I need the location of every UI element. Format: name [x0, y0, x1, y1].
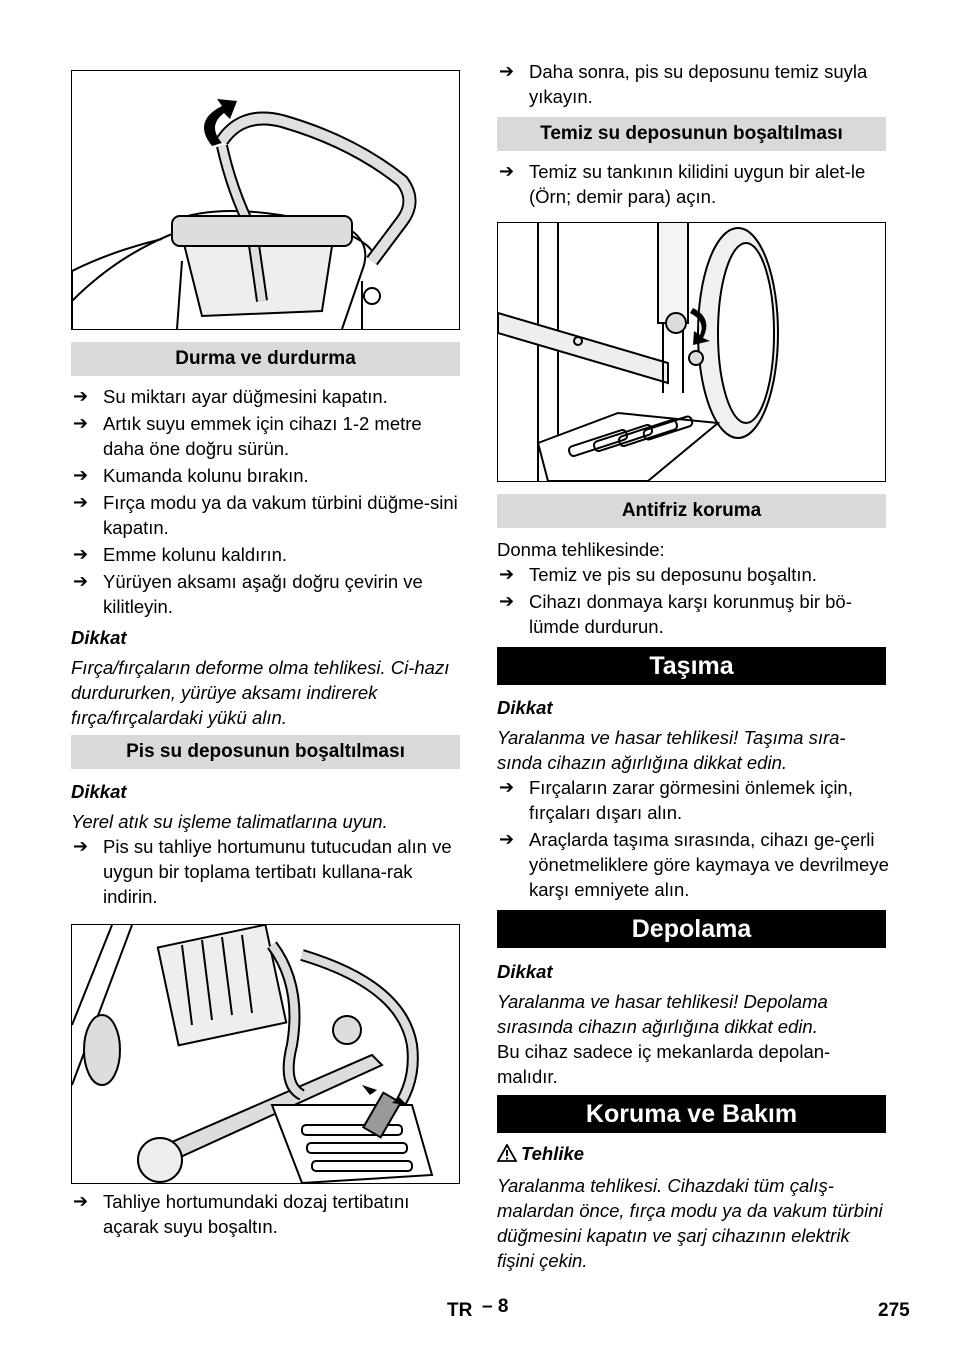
caution-text: Yaralanma ve hasar tehlikesi! Depolama sırasında cihazın ağırlığına dikkat edin.: [497, 991, 828, 1037]
warning-triangle-icon: [497, 1144, 521, 1167]
arrow-right-icon: ➔: [73, 544, 89, 564]
list-item: ➔ Fırçaların zarar görmesini önlemek için, fırçaları dışarı alın.: [499, 777, 853, 823]
list-item: ➔ Daha sonra, pis su deposunu temiz suyla yıkayın.: [499, 61, 868, 107]
list-top-right: [497, 59, 889, 111]
figure-drain-hose: [71, 924, 460, 1184]
danger-text: Yaralanma tehlikesi. Cihazdaki tüm çalış-malardan önce, fırça modu ya da vakum türbini düğmesini kapatın ve şarj cihazının elektrik fişini çekin.: [497, 1175, 883, 1271]
page-number: 275: [878, 1300, 910, 1321]
footer-lang: TR: [447, 1300, 473, 1321]
danger-label-row: [497, 1143, 584, 1167]
list-durma: [71, 384, 463, 621]
arrow-right-icon: ➔: [73, 836, 89, 856]
heading-pis: Pis su deposunun boşaltılması: [71, 735, 460, 769]
list-item: ➔ Temiz su tankının kilidini uygun bir alet-le (Örn; demir para) açın.: [499, 161, 866, 207]
arrow-right-icon: ➔: [73, 1191, 89, 1211]
list-item: ➔ Araçlarda taşıma sırasında, cihazı ge-çerli yönetmeliklere göre kaymaya ve devrilmeye karşı emniyete alın.: [499, 829, 889, 900]
figure-tank-lock: [497, 222, 886, 482]
arrow-right-icon: ➔: [73, 492, 89, 512]
heading-depolama: Depolama: [497, 910, 886, 948]
caution-label: Dikkat: [497, 697, 553, 718]
heading-durma: Durma ve durdurma: [71, 342, 460, 376]
caution-text: Yerel atık su işleme talimatlarına uyun.: [71, 811, 388, 832]
danger-label: Tehlike: [521, 1143, 585, 1164]
list-temiz: [497, 159, 889, 211]
arrow-right-icon: ➔: [73, 571, 89, 591]
caution-label: Dikkat: [71, 627, 127, 648]
handle-illustration: [72, 71, 459, 329]
list-tasima: [497, 775, 889, 904]
arrow-right-icon: ➔: [499, 777, 515, 797]
list-pis-after: [71, 1189, 463, 1241]
arrow-right-icon: ➔: [499, 161, 515, 181]
figure-handle: [71, 70, 460, 330]
heading-koruma: Koruma ve Bakım: [497, 1095, 886, 1133]
antifriz-intro: Donma tehlikesinde:: [497, 539, 665, 560]
list-item: ➔ Cihazı donmaya karşı korunmuş bir bö-lümde durdurun.: [499, 591, 852, 637]
arrow-right-icon: ➔: [73, 465, 89, 485]
arrow-right-icon: ➔: [499, 61, 515, 81]
list-antifriz: [497, 562, 889, 641]
caution-label: Dikkat: [497, 961, 553, 982]
arrow-right-icon: ➔: [499, 591, 515, 611]
arrow-right-icon: ➔: [499, 564, 515, 584]
list-item: ➔ Su miktarı ayar düğmesini kapatın.: [73, 386, 388, 407]
list-pis: [71, 834, 463, 911]
arrow-right-icon: ➔: [73, 413, 89, 433]
caution-label: Dikkat: [71, 781, 127, 802]
caution-text: Yaralanma ve hasar tehlikesi! Taşıma sıra-sında cihazın ağırlığına dikkat edin.: [497, 727, 846, 773]
arrow-right-icon: ➔: [499, 829, 515, 849]
list-item: ➔ Fırça modu ya da vakum türbini düğme-sini kapatın.: [73, 492, 458, 538]
heading-antifriz: Antifriz koruma: [497, 494, 886, 528]
list-item: ➔ Artık suyu emmek için cihazı 1-2 metre daha öne doğru sürün.: [73, 413, 422, 459]
footer-page-ref: – 8: [482, 1296, 509, 1317]
list-item: ➔ Yürüyen aksamı aşağı doğru çevirin ve kilitleyin.: [73, 571, 423, 617]
tank-lock-illustration: [498, 223, 885, 481]
caution-text: Fırça/fırçaların deforme olma tehlikesi. Ci-hazı durdururken, yürüye aksamı indirerek fırça/fırçalardaki yükü alın.: [71, 657, 450, 728]
list-item: ➔ Temiz ve pis su deposunu boşaltın.: [499, 564, 817, 585]
list-item: ➔ Emme kolunu kaldırın.: [73, 544, 288, 565]
storage-note: Bu cihaz sadece iç mekanlarda depolan-malıdır.: [497, 1041, 831, 1087]
list-item: ➔ Pis su tahliye hortumunu tutucudan alın ve uygun bir toplama tertibatı kullana-rak indirin.: [73, 836, 452, 907]
list-item: ➔ Kumanda kolunu bırakın.: [73, 465, 309, 486]
drain-hose-illustration: [72, 925, 459, 1183]
list-item: ➔ Tahliye hortumundaki dozaj tertibatını açarak suyu boşaltın.: [73, 1191, 410, 1237]
heading-temiz: Temiz su deposunun boşaltılması: [497, 117, 886, 151]
arrow-right-icon: ➔: [73, 386, 89, 406]
heading-tasima: Taşıma: [497, 647, 886, 685]
